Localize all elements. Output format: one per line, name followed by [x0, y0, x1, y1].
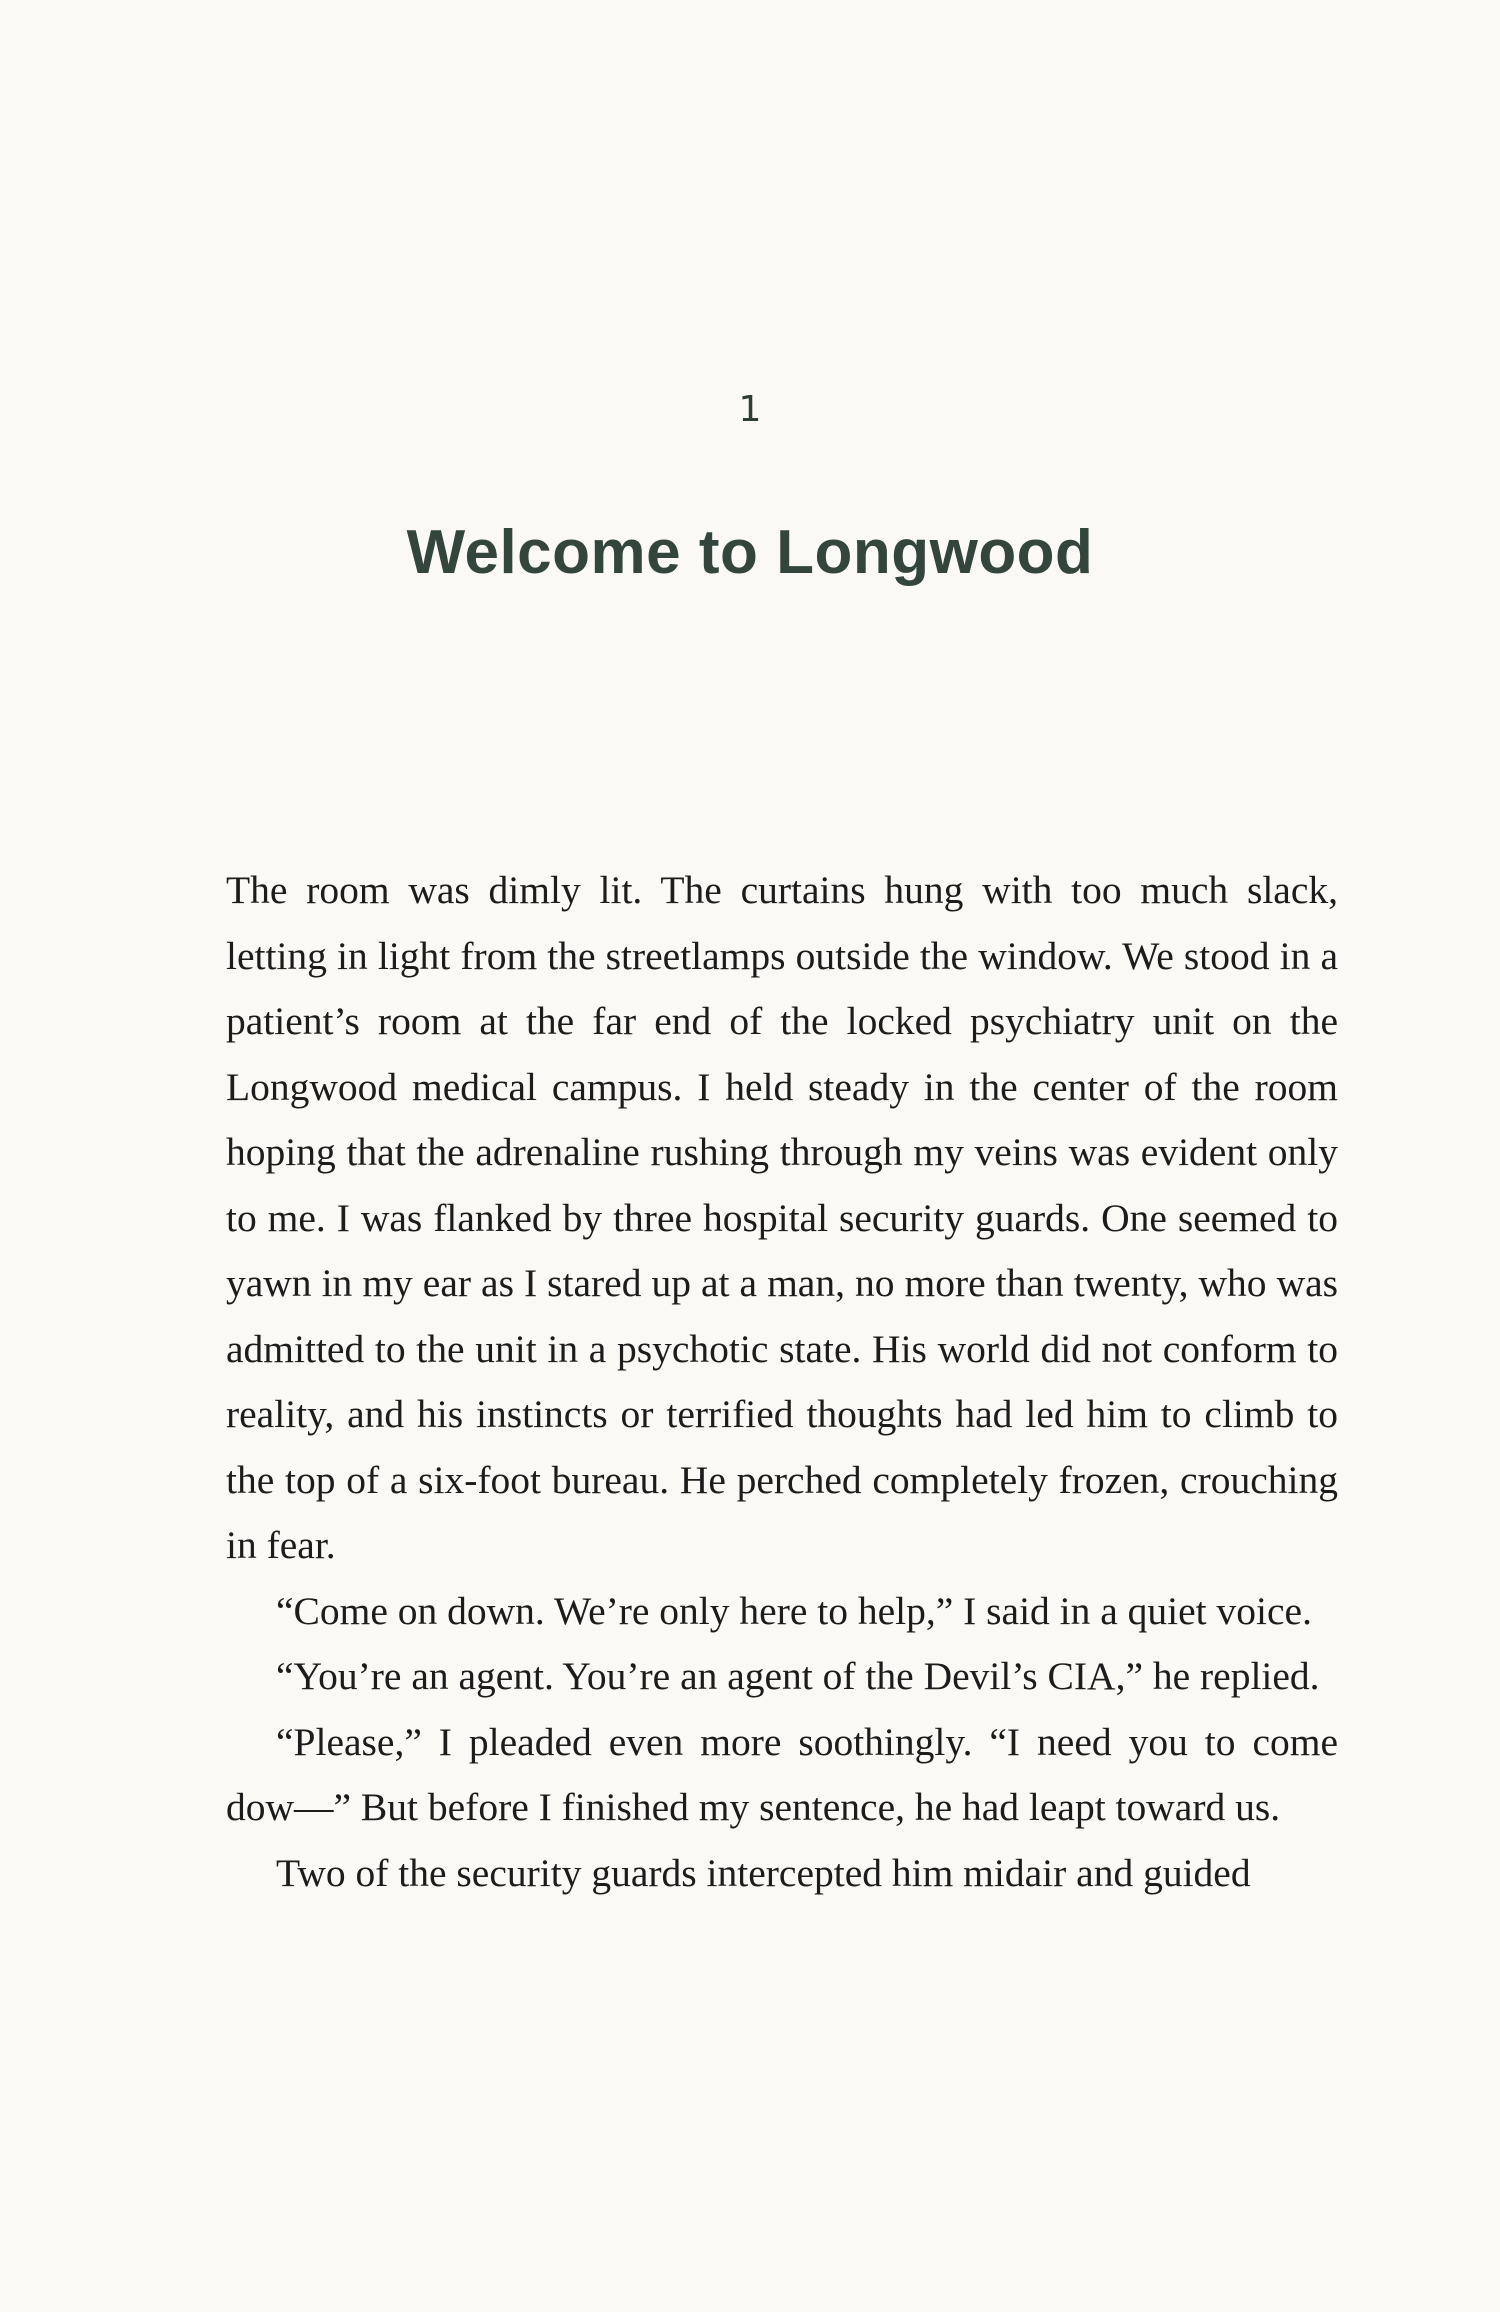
- paragraph: Two of the security guards intercepted him midair and guided: [276, 1850, 1251, 1895]
- paragraph: “You’re an agent. You’re an agent of the Devil’s CIA,” he replied.: [276, 1654, 1320, 1698]
- paragraph: The room was dimly lit. The curtains hung with too much slack, letting in light from the streetlamps outside the window. We stood in a patient’s room at the far end of the locked psychiatry unit on the Longwood medical campus. I held steady in the center of the room hoping that the adrenaline rushing through my veins was evident only to me. I was flanked by three hospital security guards. One seemed to yawn in my ear as I stared up at a man, no more than twenty, who was admitted to the unit in a psychotic state. His world did not conform to reality, and his instincts or terrified thoughts had led him to climb to the top of a six-foot bureau. He perched completely frozen, crouching in fear.: [226, 868, 1338, 1567]
- chapter-title: Welcome to Longwood: [406, 518, 1094, 587]
- paragraph: “Come on down. We’re only here to help,” I said in a quiet voice.: [276, 1588, 1312, 1633]
- paragraph: “Please,” I pleaded even more soothingly. “I need you to come dow—” But before I finished my sentence, he had leapt toward us.: [226, 1719, 1338, 1829]
- chapter-body: [226, 858, 1338, 1906]
- chapter-number: 1: [738, 389, 762, 430]
